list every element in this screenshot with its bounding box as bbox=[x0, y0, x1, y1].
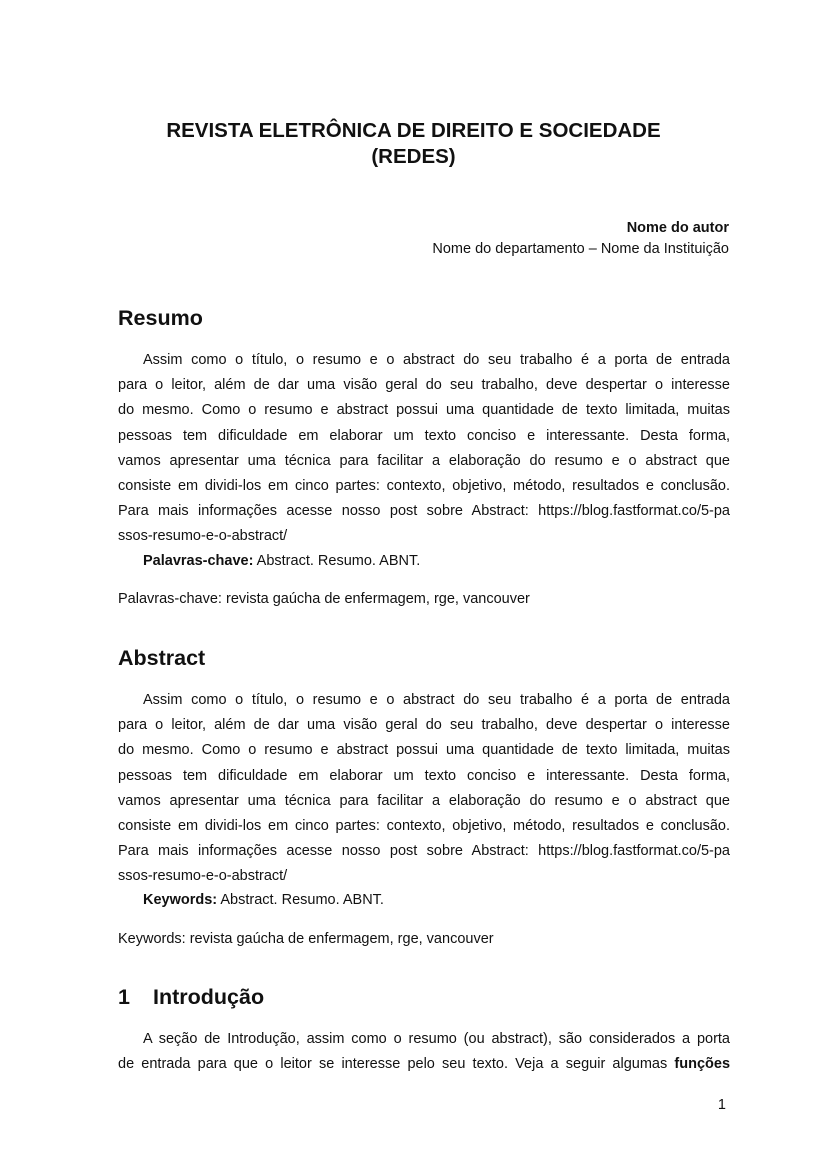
abstract-line: Assim como o título, o resumo e o abstract do seu trabalho é a porta de entrada bbox=[143, 692, 730, 708]
resumo-line: Assim como o título, o resumo e o abstract do seu trabalho é a porta de entrada bbox=[143, 352, 730, 368]
resumo-keywords-value: Abstract. Resumo. ABNT. bbox=[256, 553, 421, 569]
resumo-line: consiste em dividi-los em cinco partes: contexto, objetivo, método, resultados e conclusão. bbox=[118, 478, 730, 495]
intro-body bbox=[118, 1027, 730, 1077]
abstract-keywords-label: Keywords: bbox=[143, 892, 218, 908]
abstract-line: ssos-resumo-e-o-abstract/ bbox=[118, 868, 288, 885]
abstract-keywords-value: Abstract. Resumo. ABNT. bbox=[220, 892, 384, 908]
resumo-line: ssos-resumo-e-o-abstract/ bbox=[118, 528, 288, 545]
author-name: Nome do autor bbox=[626, 220, 729, 236]
resumo-heading: Resumo bbox=[118, 306, 203, 330]
resumo-line: para o leitor, além de dar uma visão geral do seu trabalho, deve despertar o interesse bbox=[118, 377, 730, 394]
abstract-line: consiste em dividi-los em cinco partes: contexto, objetivo, método, resultados e conclusão. bbox=[118, 818, 730, 835]
abstract-extra-keywords: Keywords: revista gaúcha de enfermagem, rge, vancouver bbox=[118, 931, 494, 947]
resumo-line: vamos apresentar uma técnica para facilitar a elaboração do resumo e o abstract que bbox=[118, 452, 730, 469]
resumo-extra-keywords: Palavras-chave: revista gaúcha de enfermagem, rge, vancouver bbox=[118, 591, 530, 607]
resumo-line: pessoas tem dificuldade em elaborar um texto conciso e interessante. Desta forma, bbox=[118, 427, 730, 444]
resumo-line: do mesmo. Como o resumo e abstract possui uma quantidade de texto limitada, muitas bbox=[118, 402, 730, 419]
abstract-line: pessoas tem dificuldade em elaborar um texto conciso e interessante. Desta forma, bbox=[118, 767, 730, 784]
author-block bbox=[432, 218, 729, 260]
intro-section-number: 1 bbox=[118, 985, 130, 1009]
abstract-line: para o leitor, além de dar uma visão geral do seu trabalho, deve despertar o interesse bbox=[118, 717, 730, 734]
intro-line bbox=[118, 1052, 730, 1077]
abstract-heading: Abstract bbox=[118, 646, 206, 670]
page-number: 1 bbox=[717, 1097, 726, 1113]
resumo-keywords-label: Palavras-chave: bbox=[143, 553, 254, 569]
abstract-line: vamos apresentar uma técnica para facilitar a elaboração do resumo e o abstract que bbox=[118, 792, 730, 809]
intro-line-bold: funções bbox=[674, 1056, 731, 1073]
author-affiliation: Nome do departamento – Nome da Instituição bbox=[432, 241, 729, 257]
journal-title-line-2: (REDES) bbox=[371, 145, 456, 168]
abstract-keywords bbox=[143, 890, 384, 910]
resumo-line: Para mais informações acesse nosso post sobre Abstract: https://blog.fastformat.co/5-pa bbox=[118, 503, 730, 520]
resumo-keywords bbox=[143, 551, 420, 571]
intro-section-title: Introdução bbox=[153, 985, 265, 1009]
intro-heading bbox=[118, 984, 264, 1010]
abstract-line: Para mais informações acesse nosso post sobre Abstract: https://blog.fastformat.co/5-pa bbox=[118, 843, 730, 860]
abstract-body bbox=[118, 688, 730, 890]
abstract-line: do mesmo. Como o resumo e abstract possui uma quantidade de texto limitada, muitas bbox=[118, 742, 730, 759]
intro-line: A seção de Introdução, assim como o resumo (ou abstract), são considerados a porta bbox=[143, 1031, 730, 1047]
journal-title bbox=[100, 118, 727, 170]
intro-line-text: de entrada para que o leitor se interesse pelo seu texto. Veja a seguir algumas bbox=[118, 1056, 668, 1073]
resumo-body bbox=[118, 348, 730, 550]
journal-title-line-1: REVISTA ELETRÔNICA DE DIREITO E SOCIEDADE bbox=[166, 119, 661, 142]
